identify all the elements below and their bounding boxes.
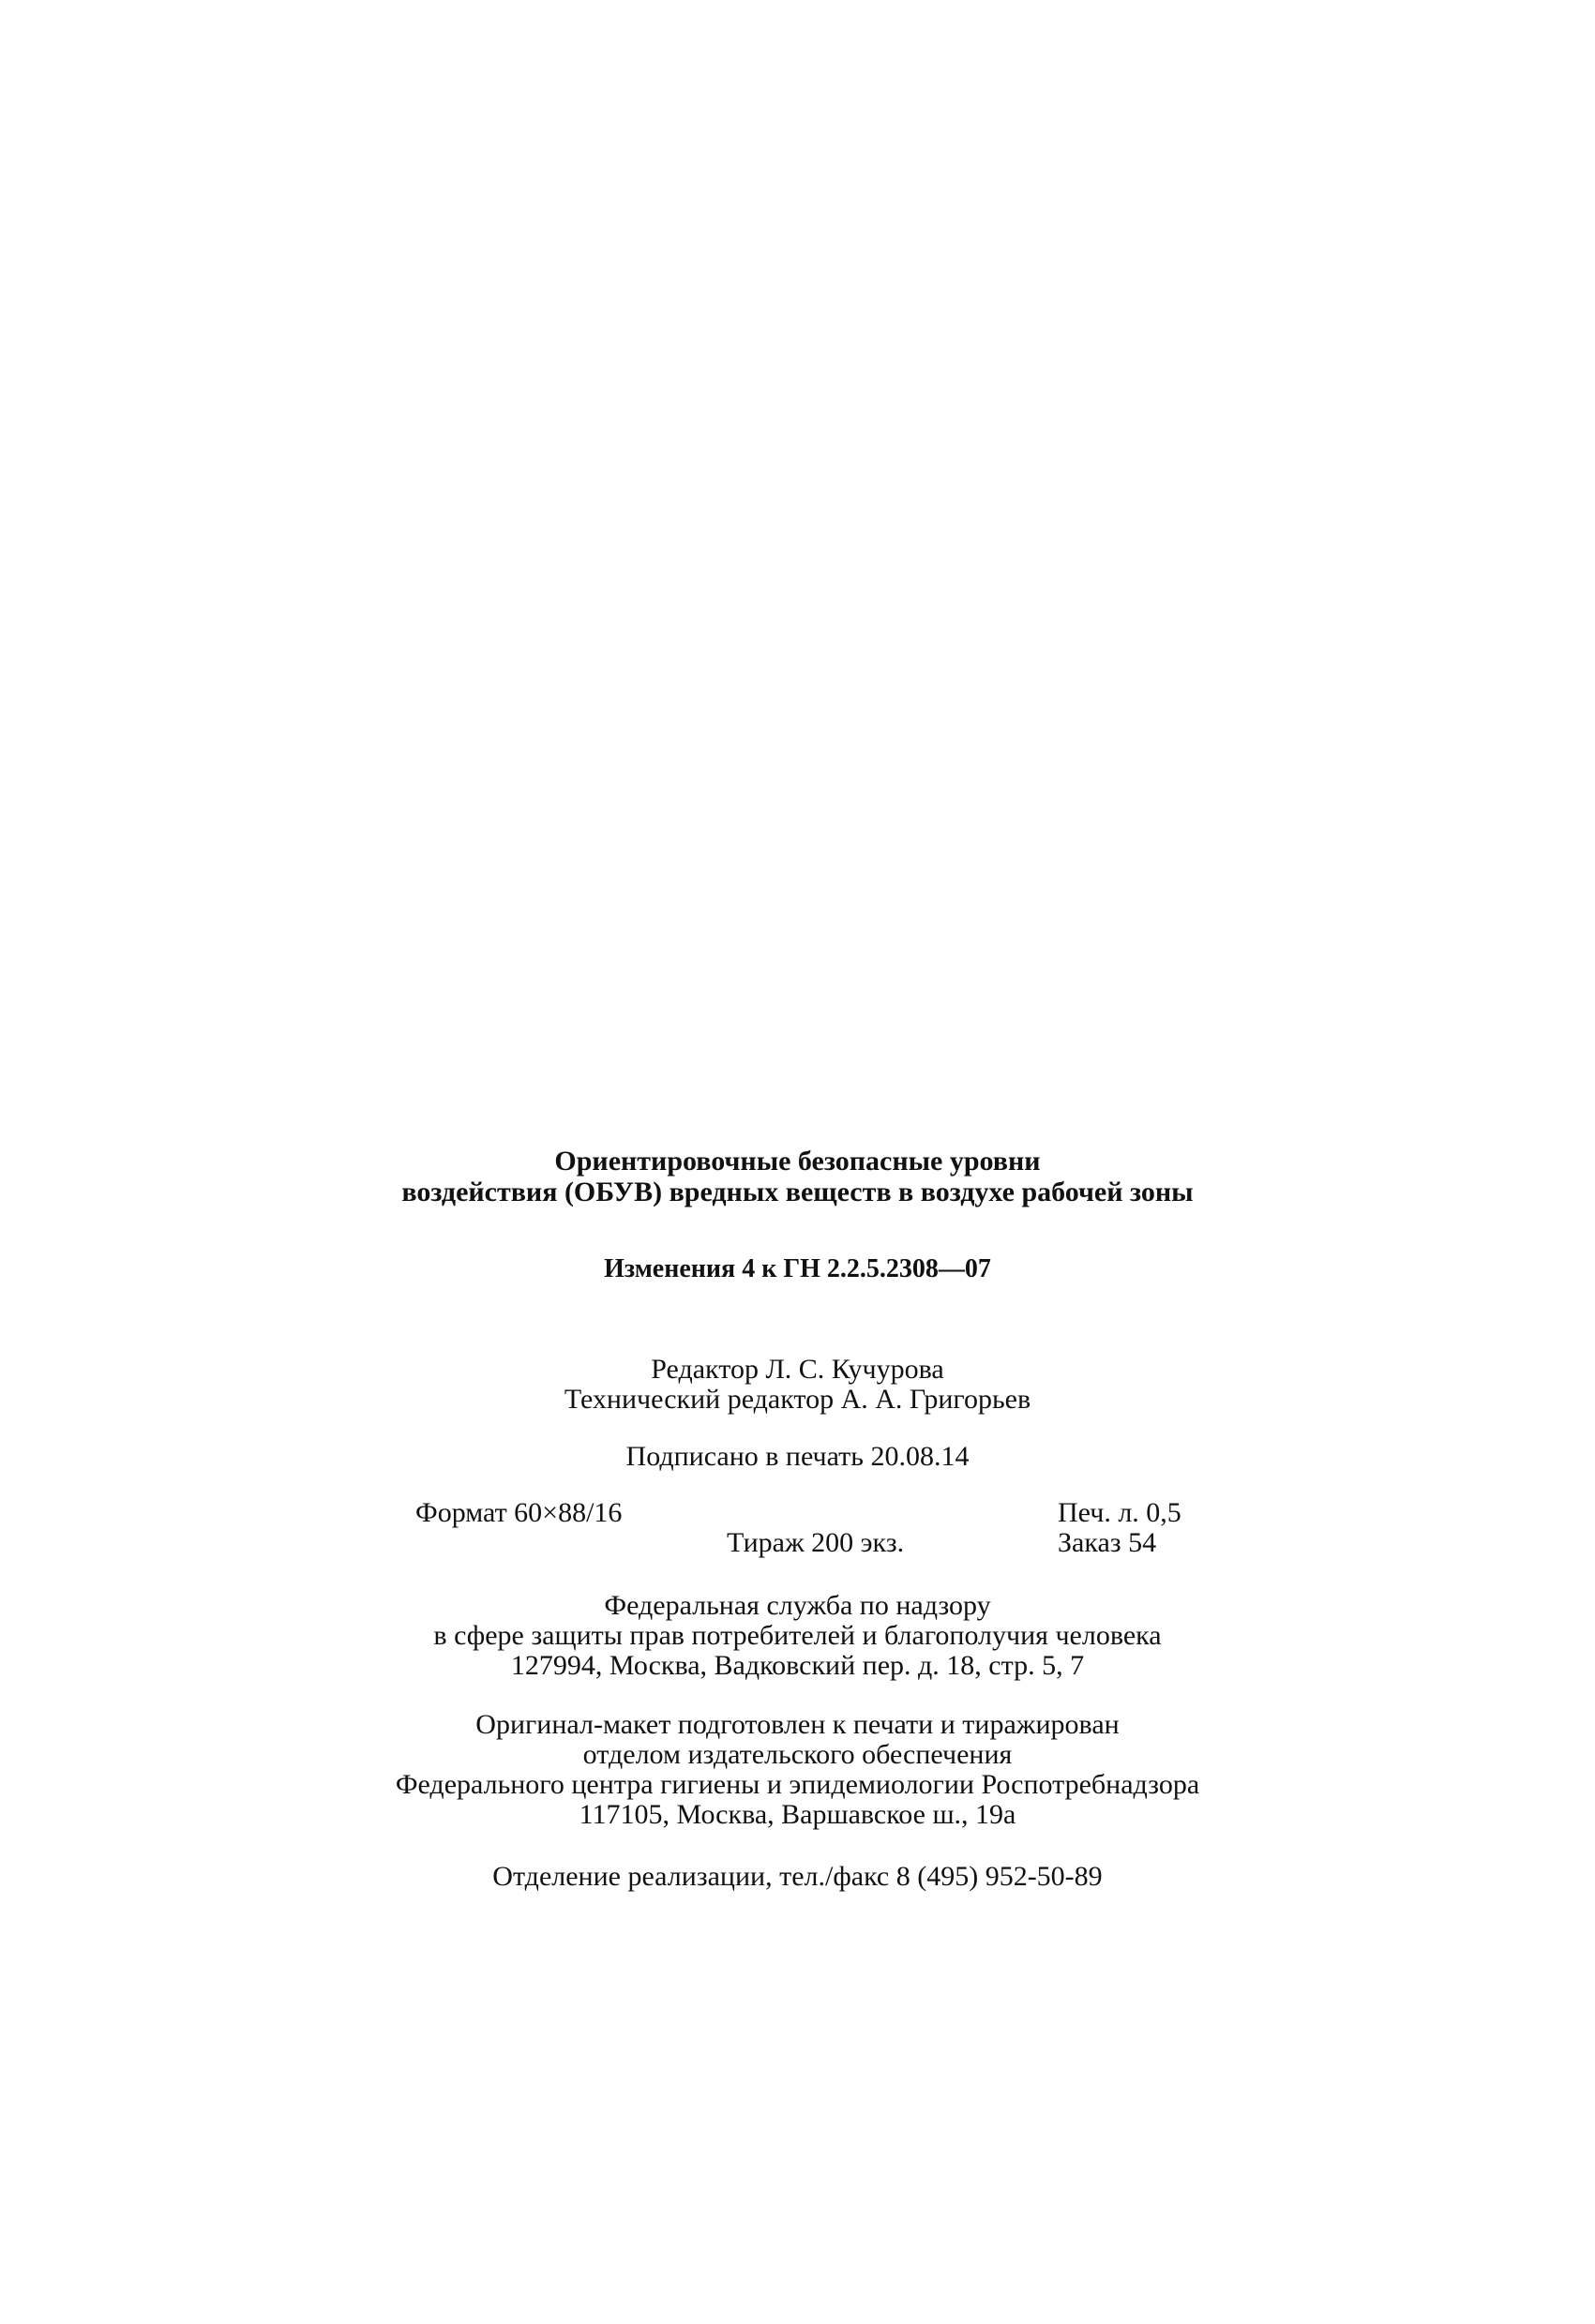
editors-block	[0, 1355, 1595, 1415]
title-line-2: воздействия (ОБУВ) вредных веществ в воздухе рабочей зоны	[401, 1177, 1194, 1207]
prepared-address: 117105, Москва, Варшавское ш., 19а	[579, 1799, 1016, 1830]
print-sheets-spec: Печ. л. 0,5	[1058, 1497, 1181, 1528]
title-line-1: Ориентировочные безопасные уровни	[554, 1146, 1041, 1177]
prepared-block	[0, 1710, 1595, 1830]
prepared-line-2: отделом издательского обеспечения	[582, 1739, 1013, 1770]
agency-block	[0, 1591, 1595, 1681]
format-spec: Формат 60×88/16	[415, 1497, 623, 1528]
circulation-spec: Тираж 200 экз.	[727, 1527, 905, 1558]
document-subtitle: Изменения 4 к ГН 2.2.5.2308—07	[604, 1254, 991, 1283]
prepared-line-1: Оригинал-макет подготовлен к печати и тиражирован	[475, 1709, 1120, 1740]
agency-line-1: Федеральная служба по надзору	[604, 1590, 991, 1621]
agency-line-2: в сфере защиты прав потребителей и благополучия человека	[433, 1620, 1162, 1651]
agency-address: 127994, Москва, Вадковский пер. д. 18, стр. 5, 7	[510, 1650, 1085, 1681]
order-spec: Заказ 54	[1058, 1527, 1157, 1558]
sales-contact: Отделение реализации, тел./факс 8 (495) 952-50-89	[492, 1861, 1103, 1892]
editor-line: Редактор Л. С. Кучурова	[651, 1354, 944, 1385]
signed-to-print: Подписано в печать 20.08.14	[625, 1441, 970, 1472]
tech-editor-line: Технический редактор А. А. Григорьев	[564, 1384, 1031, 1415]
document-title	[0, 1146, 1595, 1207]
prepared-line-3: Федерального центра гигиены и эпидемиологии Роспотребнадзора	[395, 1769, 1200, 1800]
